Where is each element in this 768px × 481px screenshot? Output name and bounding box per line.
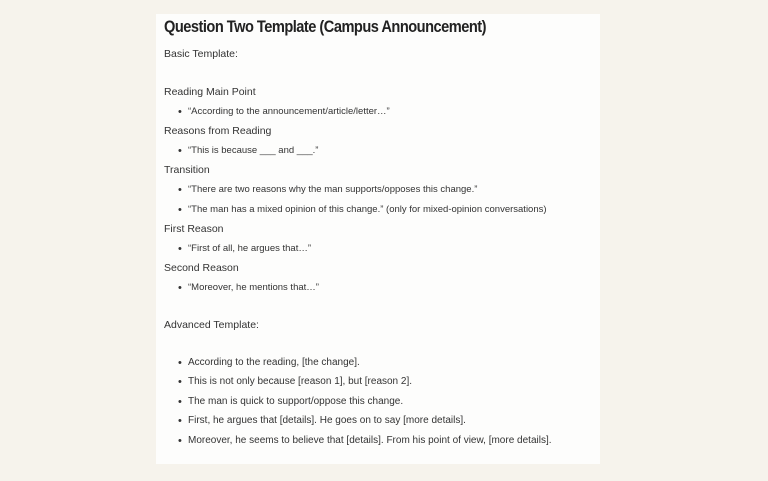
bullet-icon: •: [178, 282, 182, 294]
list-item-text: The man is quick to support/oppose this change.: [188, 396, 404, 407]
bullet-icon: •: [178, 415, 182, 427]
list-item-text: “The man has a mixed opinion of this change.” (only for mixed-opinion conversations): [188, 204, 547, 215]
bullet-icon: •: [178, 376, 182, 388]
list-item: [178, 106, 390, 118]
list-item-text: “According to the announcement/article/letter…”: [188, 106, 390, 117]
list-item-text: “First of all, he argues that…”: [188, 243, 312, 254]
list-item: [178, 145, 318, 157]
list-item: [178, 357, 360, 369]
bullet-icon: •: [178, 145, 182, 157]
list-item-text: “Moreover, he mentions that…”: [188, 282, 319, 293]
list-item-text: First, he argues that [details]. He goes on to say [more details].: [188, 415, 466, 426]
list-item: [178, 396, 403, 408]
list-item: [178, 415, 466, 427]
section-label-transition: Transition: [164, 164, 210, 176]
page-title: Question Two Template (Campus Announcement): [164, 17, 486, 36]
list-item-text: Moreover, he seems to believe that [details]. From his point of view, [more details].: [188, 435, 552, 446]
list-item: [178, 376, 412, 388]
bullet-icon: •: [178, 243, 182, 255]
bullet-icon: •: [178, 204, 182, 216]
content-card: [156, 14, 600, 464]
bullet-icon: •: [178, 106, 182, 118]
advanced-template-heading: Advanced Template:: [164, 319, 259, 331]
bullet-icon: •: [178, 184, 182, 196]
list-item: [178, 204, 547, 216]
section-label-reading-main-point: Reading Main Point: [164, 86, 256, 98]
section-label-reasons-from-reading: Reasons from Reading: [164, 125, 272, 137]
list-item: [178, 435, 552, 447]
bullet-icon: •: [178, 396, 182, 408]
bullet-icon: •: [178, 357, 182, 369]
list-item-text: According to the reading, [the change].: [188, 357, 360, 368]
list-item-text: “There are two reasons why the man supports/opposes this change.”: [188, 184, 478, 195]
bullet-icon: •: [178, 435, 182, 447]
list-item-text: This is not only because [reason 1], but [reason 2].: [188, 376, 413, 387]
section-label-first-reason: First Reason: [164, 223, 224, 235]
list-item-text: “This is because ___ and ___.”: [188, 145, 319, 156]
list-item: [178, 184, 477, 196]
list-item: [178, 243, 311, 255]
list-item: [178, 282, 319, 294]
section-label-second-reason: Second Reason: [164, 262, 239, 274]
basic-template-heading: Basic Template:: [164, 48, 238, 60]
